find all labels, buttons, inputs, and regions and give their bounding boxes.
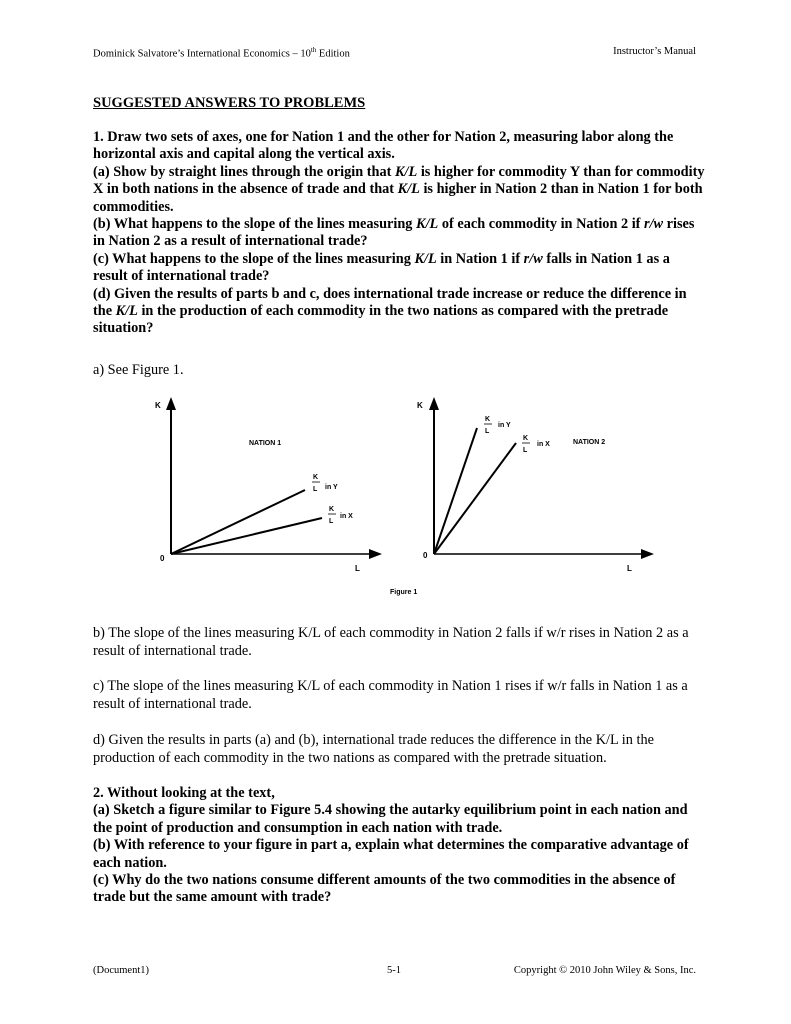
nation-2-line-y xyxy=(434,428,477,554)
page-header-right: Instructor’s Manual xyxy=(613,46,696,57)
answer-a: a) See Figure 1. xyxy=(93,362,184,378)
question-1-part-b: (b) What happens to the slope of the lines measuring K/L of each commodity in Nation 2 if r/w rises in Nation 2 as a result of international trade? xyxy=(93,216,695,250)
question-2 xyxy=(93,785,705,907)
nation-1-line-x xyxy=(171,518,322,554)
question-2-part-a: (a) Sketch a figure similar to Figure 5.4 showing the autarky equilibrium point in each nation and the point of production and consumption in each nation with trade. xyxy=(93,802,688,836)
question-1-intro: 1. Draw two sets of axes, one for Nation 1 and the other for Nation 2, measuring labor along the horizontal axis and capital along the vertical axis. xyxy=(93,129,674,163)
answer-b: b) The slope of the lines measuring K/L of each commodity in Nation 2 falls if w/r rises in Nation 2 as a result of international trade. xyxy=(93,625,689,659)
nation-1-frac-den-x: L xyxy=(329,518,334,525)
nation-1-graph xyxy=(155,397,382,573)
figure-1 xyxy=(140,388,660,603)
question-1 xyxy=(93,129,705,338)
nation-2-line-x xyxy=(434,443,516,554)
footer-page-number: 5-1 xyxy=(387,965,401,976)
nation-1-label-in-y: in Y xyxy=(325,484,338,491)
question-2-intro: 2. Without looking at the text, xyxy=(93,785,275,801)
nation-2-label-in-x: in X xyxy=(537,441,550,448)
footer-copyright: Copyright © 2010 John Wiley & Sons, Inc. xyxy=(513,965,696,976)
nation-1-frac-num-x: K xyxy=(329,506,335,513)
nation-2-axis-y-label: K xyxy=(417,401,423,410)
nation-1-title: NATION 1 xyxy=(249,440,282,447)
nation-1-y-axis-arrow xyxy=(166,397,176,410)
answer-d: d) Given the results in parts (a) and (b), international trade reduces the difference in the K/L in the production of each commodity in the two nations as compared with the pretrade situation. xyxy=(93,732,654,766)
answer-c: c) The slope of the lines measuring K/L of each commodity in Nation 1 rises if w/r falls in Nation 1 as a result of international trade. xyxy=(93,678,688,712)
nation-1-line-y xyxy=(171,490,305,554)
nation-2-frac-num-x: K xyxy=(523,435,529,442)
nation-2-x-axis-arrow xyxy=(641,549,654,559)
question-1-part-a: (a) Show by straight lines through the origin that K/L is higher for commodity Y than for commodity X in both nations in the absence of trade and that K/L is higher in Nation 2 than in Nation 1 for both commodities. xyxy=(93,163,705,215)
figure-caption: Figure 1 xyxy=(390,589,418,596)
question-2-part-b: (b) With reference to your figure in part a, explain what determines the comparative advantage of each nation. xyxy=(93,837,689,871)
nation-2-frac-den-x: L xyxy=(523,447,528,454)
nation-1-frac-den-y: L xyxy=(313,486,318,493)
nation-1-x-axis-arrow xyxy=(369,549,382,559)
footer-document-name: (Document1) xyxy=(93,965,149,976)
nation-2-axis-x-label: L xyxy=(627,564,632,573)
nation-1-axis-x-label: L xyxy=(355,564,360,573)
question-2-part-c: (c) Why do the two nations consume different amounts of the two commodities in the absence of trade but the same amount with trade? xyxy=(93,872,676,906)
nation-1-frac-num-y: K xyxy=(313,474,319,481)
nation-2-origin: 0 xyxy=(423,551,428,560)
nation-2-frac-den-y: L xyxy=(485,428,490,435)
nation-2-frac-num-y: K xyxy=(485,416,491,423)
nation-1-origin: 0 xyxy=(160,554,165,563)
nation-2-title: NATION 2 xyxy=(573,439,606,446)
page-header-left: Dominick Salvatore’s International Economics – 10th Edition xyxy=(93,46,350,60)
nation-1-axis-y-label: K xyxy=(155,401,161,410)
nation-2-y-axis-arrow xyxy=(429,397,439,410)
nation-2-label-in-y: in Y xyxy=(498,422,511,429)
question-1-part-c: (c) What happens to the slope of the lines measuring K/L in Nation 1 if r/w falls in Nation 1 as a result of international trade? xyxy=(93,250,670,285)
section-heading: SUGGESTED ANSWERS TO PROBLEMS xyxy=(93,95,366,111)
nation-2-graph xyxy=(417,397,654,573)
nation-1-label-in-x: in X xyxy=(340,513,353,520)
question-1-part-d: (d) Given the results of parts b and c, does international trade increase or reduce the difference in the K/L in the production of each commodity in the two nations as compared with the pretrade situation? xyxy=(93,285,687,337)
